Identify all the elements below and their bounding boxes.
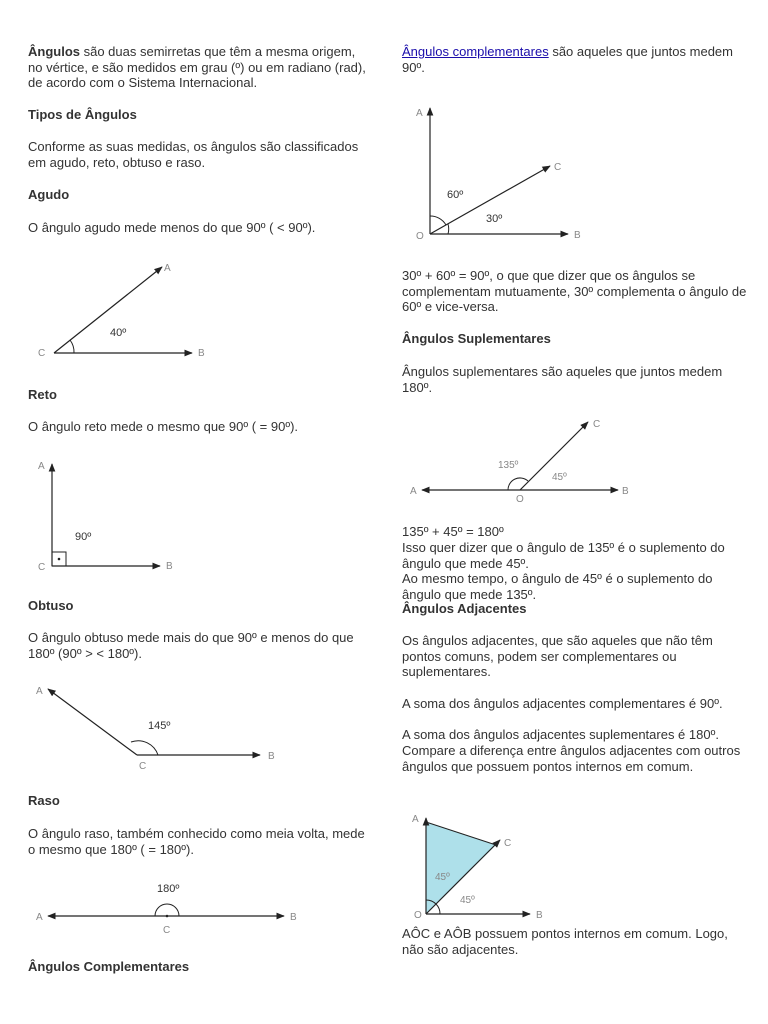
label-b: B [268,751,275,762]
label-b: B [198,348,205,359]
complementary-heading: Ângulos Complementares [28,959,190,974]
angle-arc [70,340,74,353]
right-angle-figure [28,452,228,577]
straight-heading: Raso [28,793,60,808]
supp-sum: 135º + 45º = 180º [402,524,504,539]
vertex-dot [166,915,169,918]
complementary-link[interactable]: Ângulos complementares [402,44,549,59]
label-a: A [416,108,423,119]
angle-label-30: 30º [486,213,503,225]
ray-ca [48,689,137,755]
label-a: A [412,814,419,825]
obtuse-angle-figure [28,682,288,772]
label-o: O [414,910,422,921]
supplementary-figure [402,410,642,506]
angle-arc-135 [508,478,528,490]
label-b: B [622,486,629,497]
intro-term: Ângulos [28,44,80,59]
label-c: C [38,348,46,359]
angle-label: 90º [75,531,92,543]
supp-text: Ângulos suplementares são aqueles que juntos medem 180º. [402,364,723,395]
obtuse-text: O ângulo obtuso mede mais do que 90º e menos do que 180º (90º > < 180º). [28,630,354,661]
label-a: A [36,912,43,923]
angle-label: 40º [110,327,127,339]
adj-text: Os ângulos adjacentes, que são aqueles que não têm pontos comuns, podem ser complementares ou suplementares. [402,633,713,679]
comp-text: são aqueles que juntos medem 90º. [402,44,733,75]
label-c: C [139,761,147,772]
angle-arc-30 [448,224,449,234]
label-a: A [36,686,43,697]
right-angle-dot [58,558,61,561]
label-o: O [516,494,524,505]
obtuse-heading: Obtuso [28,598,74,613]
acute-text: O ângulo agudo mede menos do que 90º ( < 90º). [28,220,316,235]
label-c: C [504,838,512,849]
adj-text-4: Compare a diferença entre ângulos adjacentes com outros ângulos que possuem pontos internos em comum. [402,743,741,774]
angle-arc-60 [430,216,446,225]
intro-paragraph [28,44,373,91]
supp-explanation-2: Ao mesmo tempo, o ângulo de 45º é o suplemento do ângulo que mede 135º. [402,571,713,602]
comp-explanation: 30º + 60º = 90º, o que que dizer que os ângulos se complementam mutuamente, 30º complementa o ângulo de 60º e vice-versa. [402,268,747,314]
angle-label: 180º [157,883,180,895]
label-b: B [290,912,297,923]
label-b: B [166,561,173,572]
angle-label-135: 135º [498,460,519,471]
intro-text: são duas semirretas que têm a mesma origem, no vértice, e são medidos em grau (º) ou em radiano (rad), de acordo com o Sistema Internacional. [28,44,366,90]
label-c: C [38,562,46,573]
adjacent-figure [402,808,562,924]
supp-explanation-1: Isso quer dizer que o ângulo de 135º é o suplemento do ângulo que mede 45º. [402,540,725,571]
right-heading: Reto [28,387,57,402]
label-o: O [416,231,424,242]
right-text: O ângulo reto mede o mesmo que 90º ( = 90º). [28,419,299,434]
angle-label-aob: 45º [460,895,475,906]
adj-text-2: A soma dos ângulos adjacentes complementares é 90º. [402,696,723,711]
label-c: C [163,925,171,936]
angle-label-aoc: 45º [435,872,450,883]
angle-label-60: 60º [447,189,464,201]
adj-heading: Ângulos Adjacentes [402,601,527,616]
types-heading: Tipos de Ângulos [28,107,137,122]
angle-label: 145º [148,720,171,732]
label-b: B [574,230,581,241]
adj-text-3: A soma dos ângulos adjacentes suplementares é 180º. [402,727,719,742]
acute-heading: Agudo [28,187,70,202]
angle-label-45: 45º [552,472,567,483]
types-text: Conforme as suas medidas, os ângulos são classificados em agudo, reto, obtuso e raso. [28,139,359,170]
angle-arc-2 [436,904,440,914]
label-b: B [536,910,543,921]
label-c: C [554,162,562,173]
angle-arc [155,904,179,916]
comp-paragraph [402,44,752,75]
label-c: C [593,419,601,430]
adj-conclusion: AÔC e AÔB possuem pontos internos em comum. Logo, não são adjacentes. [402,926,728,957]
supp-heading: Ângulos Suplementares [402,331,551,346]
straight-text: O ângulo raso, também conhecido como meia volta, mede o mesmo que 180º ( = 180º). [28,826,365,857]
complementary-figure [402,98,602,244]
label-a: A [164,263,171,274]
label-a: A [38,461,45,472]
label-a: A [410,486,417,497]
straight-angle-figure [28,878,308,940]
acute-angle-figure [28,255,228,365]
